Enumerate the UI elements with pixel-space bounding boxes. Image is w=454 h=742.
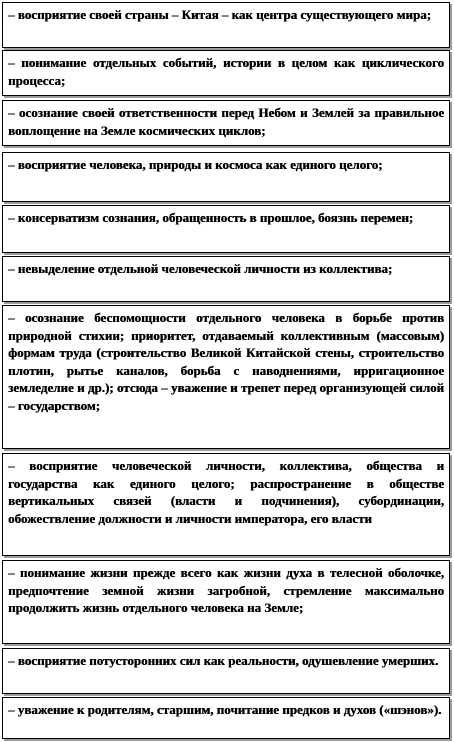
list-item-10: – восприятие потусторонних сил как реальности, одушевление умерших. [2,648,450,694]
list-item-2: – понимание отдельных событий, истории в целом как циклического процесса; [2,50,450,96]
list-item-4: – восприятие человека, природы и космоса как единого целого; [2,152,450,202]
list-item-3: – осознание своей ответственности перед Небом и Землей за правильное воплощение на Земле космических циклов; [2,100,450,146]
list-item-1: – восприятие своей страны – Китая – как центра существующего мира; [2,2,450,48]
list-item-11: – уважение к родителям, старшим, почитание предков и духов («шэнов»). [2,697,450,739]
list-item-8: – восприятие человеческой личности, коллектива, общества и государства как единого целого; распространение в обществе вертикальных связей (власти и подчинения), субординации, обожествление должности и личности императора, его власти [2,453,450,556]
list-item-9: – понимание жизни прежде всего как жизни духа в телесной оболочке, предпочтение земной жизни загробной, стремление максимально продолжить жизнь отдельного человека на Земле; [2,560,450,644]
list-item-5: – консерватизм сознания, обращенность в прошлое, боязнь перемен; [2,205,450,253]
list-item-7: – осознание беспомощности отдельного человека в борьбе против природной стихии; приоритет, отдаваемый коллективным (массовым) формам труда (строительство Великой Китайской стены, строительство плотин, рытье каналов, борьба с наводнениями, ирригационное земледелие и др.); отсюда – уважение и трепет перед организующей силой – государством; [2,305,450,449]
list-item-6: – невыделение отдельной человеческой личности из коллектива; [2,256,450,302]
